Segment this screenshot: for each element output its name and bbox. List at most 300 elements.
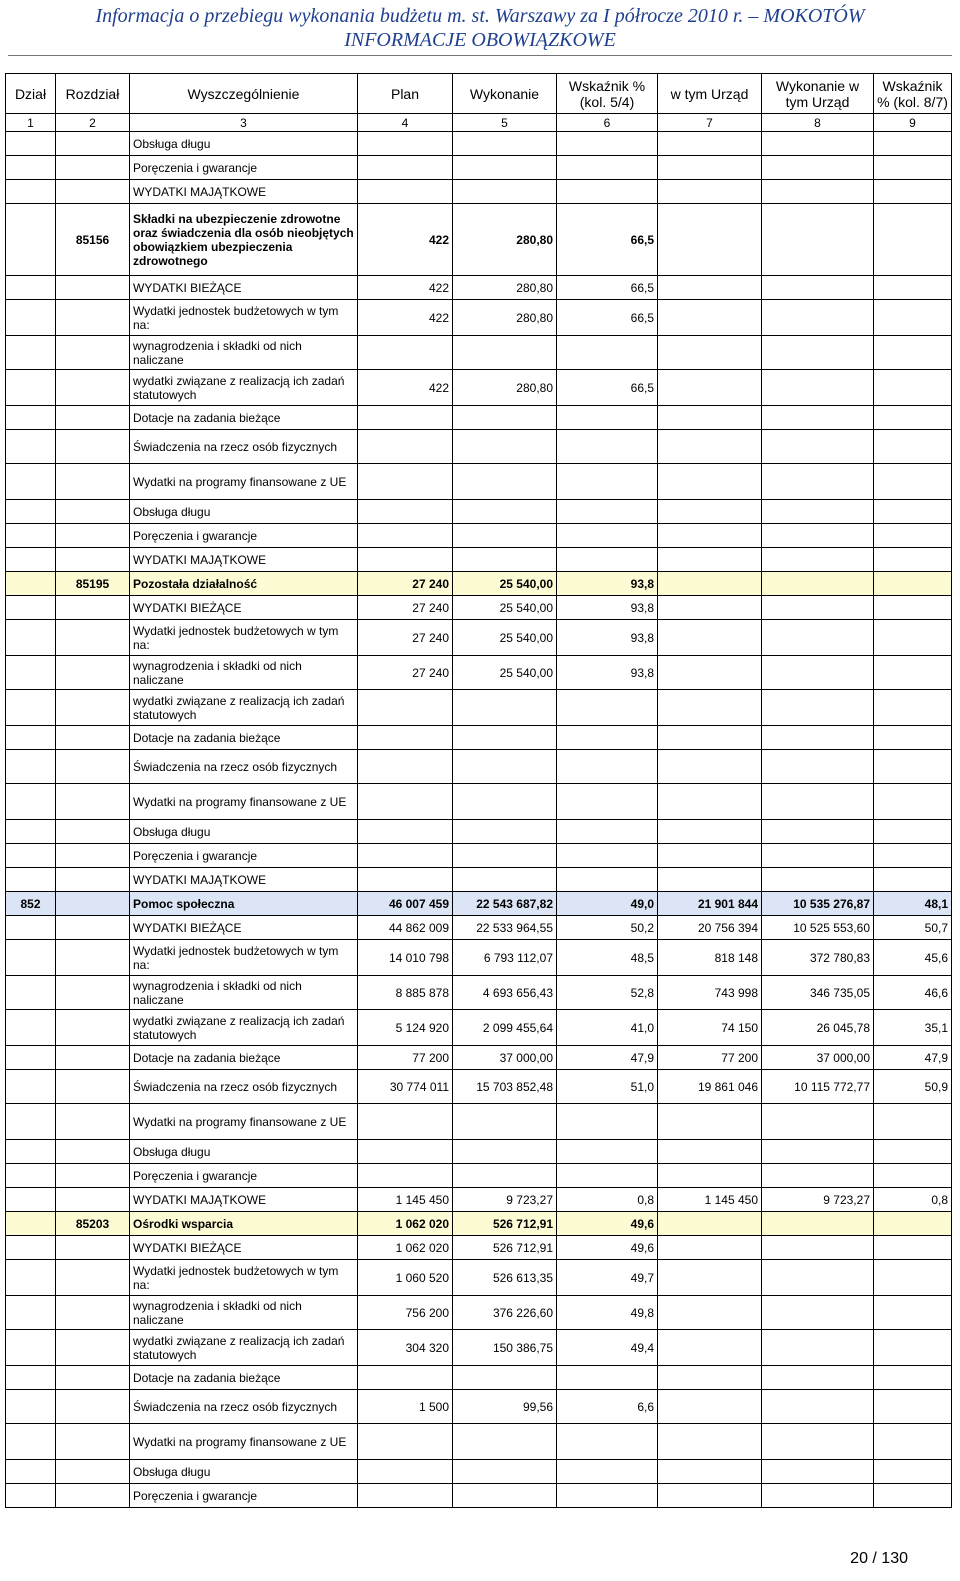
wskaznik-cell: 66,5	[557, 204, 658, 276]
description-cell: wydatki związane z realizacją ich zadań statutowych	[130, 1010, 358, 1046]
rozdzial-cell	[56, 1296, 130, 1330]
budget-table	[5, 73, 952, 1508]
urzad-plan-cell: 743 998	[658, 976, 762, 1010]
plan-cell: 27 240	[358, 596, 453, 620]
urzad-wskaznik-cell	[874, 1260, 952, 1296]
urzad-plan-cell	[658, 750, 762, 784]
wykonanie-cell: 15 703 852,48	[453, 1070, 557, 1104]
description-cell: Obsługa długu	[130, 1140, 358, 1164]
wskaznik-cell: 50,2	[557, 916, 658, 940]
table-row	[6, 1236, 952, 1260]
urzad-plan-cell	[658, 300, 762, 336]
table-row	[6, 656, 952, 690]
urzad-wskaznik-cell	[874, 596, 952, 620]
page-number: 20 / 130	[850, 1550, 908, 1567]
dzial-cell	[6, 156, 56, 180]
plan-cell	[358, 524, 453, 548]
column-header: Wykonanie	[453, 74, 557, 114]
urzad-wykonanie-cell	[762, 1212, 874, 1236]
urzad-wykonanie-cell	[762, 1164, 874, 1188]
wskaznik-cell: 51,0	[557, 1070, 658, 1104]
wykonanie-cell	[453, 132, 557, 156]
wskaznik-cell: 93,8	[557, 656, 658, 690]
description-cell: wynagrodzenia i składki od nich naliczane	[130, 976, 358, 1010]
plan-cell: 27 240	[358, 656, 453, 690]
dzial-cell	[6, 572, 56, 596]
wskaznik-cell	[557, 1164, 658, 1188]
description-cell: Wydatki na programy finansowane z UE	[130, 464, 358, 500]
description-cell: Ośrodki wsparcia	[130, 1212, 358, 1236]
description-cell: WYDATKI MAJĄTKOWE	[130, 548, 358, 572]
description-cell: Poręczenia i gwarancje	[130, 156, 358, 180]
plan-cell: 77 200	[358, 1046, 453, 1070]
urzad-wykonanie-cell	[762, 1260, 874, 1296]
description-cell: wydatki związane z realizacją ich zadań statutowych	[130, 370, 358, 406]
urzad-plan-cell: 74 150	[658, 1010, 762, 1046]
urzad-wykonanie-cell	[762, 1424, 874, 1460]
table-row	[6, 726, 952, 750]
plan-cell: 27 240	[358, 572, 453, 596]
urzad-wskaznik-cell	[874, 336, 952, 370]
column-number: 1	[6, 114, 56, 132]
urzad-wskaznik-cell	[874, 464, 952, 500]
urzad-plan-cell	[658, 1484, 762, 1508]
urzad-plan-cell: 21 901 844	[658, 892, 762, 916]
urzad-wskaznik-cell	[874, 370, 952, 406]
plan-cell: 422	[358, 276, 453, 300]
urzad-wykonanie-cell	[762, 336, 874, 370]
urzad-wskaznik-cell	[874, 1390, 952, 1424]
table-row	[6, 784, 952, 820]
plan-cell	[358, 1484, 453, 1508]
description-cell: WYDATKI MAJĄTKOWE	[130, 180, 358, 204]
rozdzial-cell	[56, 1484, 130, 1508]
wskaznik-cell	[557, 336, 658, 370]
description-cell: wynagrodzenia i składki od nich naliczane	[130, 656, 358, 690]
dzial-cell	[6, 276, 56, 300]
urzad-wykonanie-cell	[762, 1330, 874, 1366]
table-row	[6, 406, 952, 430]
wskaznik-cell: 52,8	[557, 976, 658, 1010]
wskaznik-cell	[557, 1366, 658, 1390]
description-cell: Składki na ubezpieczenie zdrowotne oraz świadczenia dla osób nieobjętych obowiązkiem ubezpieczenia zdrowotnego	[130, 204, 358, 276]
urzad-wykonanie-cell	[762, 750, 874, 784]
table-row	[6, 572, 952, 596]
urzad-wskaznik-cell: 45,6	[874, 940, 952, 976]
urzad-wskaznik-cell: 48,1	[874, 892, 952, 916]
plan-cell	[358, 1460, 453, 1484]
urzad-plan-cell	[658, 276, 762, 300]
rozdzial-cell	[56, 750, 130, 784]
urzad-wskaznik-cell	[874, 1296, 952, 1330]
rozdzial-cell	[56, 620, 130, 656]
urzad-plan-cell	[658, 690, 762, 726]
dzial-cell	[6, 1010, 56, 1046]
wskaznik-cell	[557, 1104, 658, 1140]
plan-cell	[358, 1104, 453, 1140]
wskaznik-cell: 49,6	[557, 1236, 658, 1260]
urzad-plan-cell	[658, 844, 762, 868]
description-cell: Dotacje na zadania bieżące	[130, 406, 358, 430]
wykonanie-cell	[453, 524, 557, 548]
plan-cell	[358, 844, 453, 868]
wskaznik-cell	[557, 156, 658, 180]
rozdzial-cell	[56, 180, 130, 204]
urzad-wskaznik-cell: 46,6	[874, 976, 952, 1010]
table-row	[6, 1070, 952, 1104]
urzad-plan-cell	[658, 156, 762, 180]
rozdzial-cell	[56, 1164, 130, 1188]
rozdzial-cell	[56, 1366, 130, 1390]
urzad-wykonanie-cell	[762, 726, 874, 750]
urzad-wskaznik-cell	[874, 132, 952, 156]
wykonanie-cell: 25 540,00	[453, 620, 557, 656]
description-cell: Poręczenia i gwarancje	[130, 1484, 358, 1508]
urzad-wskaznik-cell	[874, 1484, 952, 1508]
wskaznik-cell	[557, 1140, 658, 1164]
wykonanie-cell	[453, 430, 557, 464]
dzial-cell	[6, 336, 56, 370]
dzial-cell	[6, 1296, 56, 1330]
wykonanie-cell	[453, 844, 557, 868]
urzad-plan-cell	[658, 868, 762, 892]
rozdzial-cell	[56, 430, 130, 464]
urzad-wykonanie-cell: 10 525 553,60	[762, 916, 874, 940]
urzad-plan-cell	[658, 336, 762, 370]
description-cell: Poręczenia i gwarancje	[130, 524, 358, 548]
column-header-row	[6, 74, 952, 114]
dzial-cell	[6, 820, 56, 844]
rozdzial-cell	[56, 940, 130, 976]
urzad-wskaznik-cell	[874, 524, 952, 548]
description-cell: Obsługa długu	[130, 132, 358, 156]
table-row	[6, 1330, 952, 1366]
urzad-wskaznik-cell	[874, 500, 952, 524]
wskaznik-cell	[557, 820, 658, 844]
wskaznik-cell	[557, 844, 658, 868]
urzad-wykonanie-cell	[762, 1366, 874, 1390]
urzad-plan-cell: 818 148	[658, 940, 762, 976]
urzad-wskaznik-cell	[874, 844, 952, 868]
rozdzial-cell	[56, 1070, 130, 1104]
wykonanie-cell	[453, 868, 557, 892]
description-cell: Wydatki na programy finansowane z UE	[130, 1424, 358, 1460]
urzad-wskaznik-cell: 47,9	[874, 1046, 952, 1070]
urzad-wskaznik-cell	[874, 548, 952, 572]
urzad-plan-cell	[658, 430, 762, 464]
urzad-wskaznik-cell	[874, 1460, 952, 1484]
urzad-plan-cell	[658, 1424, 762, 1460]
plan-cell	[358, 548, 453, 572]
description-cell: Dotacje na zadania bieżące	[130, 726, 358, 750]
urzad-wykonanie-cell: 9 723,27	[762, 1188, 874, 1212]
description-cell: WYDATKI BIEŻĄCE	[130, 916, 358, 940]
column-number: 5	[453, 114, 557, 132]
rozdzial-cell	[56, 548, 130, 572]
dzial-cell	[6, 1164, 56, 1188]
column-number: 4	[358, 114, 453, 132]
urzad-plan-cell	[658, 464, 762, 500]
dzial-cell	[6, 1424, 56, 1460]
table-row	[6, 500, 952, 524]
table-row	[6, 180, 952, 204]
description-cell: Wydatki jednostek budżetowych w tym na:	[130, 940, 358, 976]
urzad-wskaznik-cell	[874, 430, 952, 464]
dzial-cell	[6, 1460, 56, 1484]
wskaznik-cell	[557, 430, 658, 464]
urzad-plan-cell	[658, 656, 762, 690]
wykonanie-cell: 280,80	[453, 276, 557, 300]
urzad-wskaznik-cell	[874, 726, 952, 750]
rozdzial-cell	[56, 1390, 130, 1424]
description-cell: WYDATKI BIEŻĄCE	[130, 1236, 358, 1260]
wskaznik-cell: 66,5	[557, 276, 658, 300]
wykonanie-cell: 37 000,00	[453, 1046, 557, 1070]
description-cell: WYDATKI MAJĄTKOWE	[130, 868, 358, 892]
wykonanie-cell	[453, 548, 557, 572]
header-divider	[8, 55, 952, 56]
wykonanie-cell: 526 712,91	[453, 1212, 557, 1236]
wskaznik-cell: 47,9	[557, 1046, 658, 1070]
description-cell: Obsługa długu	[130, 1460, 358, 1484]
table-row	[6, 1010, 952, 1046]
wykonanie-cell	[453, 156, 557, 180]
wykonanie-cell	[453, 784, 557, 820]
wskaznik-cell	[557, 464, 658, 500]
urzad-wykonanie-cell	[762, 690, 874, 726]
urzad-wykonanie-cell	[762, 464, 874, 500]
dzial-cell	[6, 916, 56, 940]
dzial-cell: 852	[6, 892, 56, 916]
urzad-wykonanie-cell: 372 780,83	[762, 940, 874, 976]
urzad-plan-cell	[658, 620, 762, 656]
dzial-cell	[6, 656, 56, 690]
plan-cell	[358, 406, 453, 430]
wykonanie-cell: 22 543 687,82	[453, 892, 557, 916]
urzad-plan-cell	[658, 572, 762, 596]
plan-cell: 756 200	[358, 1296, 453, 1330]
table-row	[6, 750, 952, 784]
rozdzial-cell	[56, 464, 130, 500]
rozdzial-cell	[56, 1330, 130, 1366]
urzad-wykonanie-cell	[762, 1390, 874, 1424]
rozdzial-cell	[56, 1460, 130, 1484]
dzial-cell	[6, 1484, 56, 1508]
table-row	[6, 132, 952, 156]
rozdzial-cell	[56, 868, 130, 892]
column-number-row	[6, 114, 952, 132]
description-cell: Świadczenia na rzecz osób fizycznych	[130, 750, 358, 784]
dzial-cell	[6, 370, 56, 406]
dzial-cell	[6, 844, 56, 868]
urzad-wykonanie-cell	[762, 596, 874, 620]
wskaznik-cell	[557, 132, 658, 156]
urzad-plan-cell	[658, 1212, 762, 1236]
dzial-cell	[6, 1366, 56, 1390]
wskaznik-cell	[557, 726, 658, 750]
wykonanie-cell: 22 533 964,55	[453, 916, 557, 940]
table-row	[6, 1164, 952, 1188]
description-cell: Świadczenia na rzecz osób fizycznych	[130, 430, 358, 464]
wykonanie-cell	[453, 1366, 557, 1390]
wskaznik-cell: 66,5	[557, 300, 658, 336]
column-number: 8	[762, 114, 874, 132]
table-body	[6, 132, 952, 1508]
rozdzial-cell	[56, 276, 130, 300]
urzad-plan-cell	[658, 1164, 762, 1188]
dzial-cell	[6, 524, 56, 548]
urzad-wskaznik-cell	[874, 572, 952, 596]
table-row	[6, 1484, 952, 1508]
dzial-cell	[6, 1236, 56, 1260]
rozdzial-cell	[56, 656, 130, 690]
plan-cell	[358, 784, 453, 820]
urzad-plan-cell: 77 200	[658, 1046, 762, 1070]
dzial-cell	[6, 940, 56, 976]
dzial-cell	[6, 464, 56, 500]
wskaznik-cell	[557, 750, 658, 784]
plan-cell: 27 240	[358, 620, 453, 656]
dzial-cell	[6, 1212, 56, 1236]
wskaznik-cell: 93,8	[557, 620, 658, 656]
urzad-wykonanie-cell	[762, 1484, 874, 1508]
urzad-wykonanie-cell	[762, 180, 874, 204]
wskaznik-cell	[557, 784, 658, 820]
table-row	[6, 548, 952, 572]
urzad-wykonanie-cell	[762, 204, 874, 276]
wykonanie-cell	[453, 690, 557, 726]
urzad-wskaznik-cell	[874, 1424, 952, 1460]
wykonanie-cell	[453, 1460, 557, 1484]
table-row	[6, 276, 952, 300]
wskaznik-cell: 49,7	[557, 1260, 658, 1296]
rozdzial-cell	[56, 892, 130, 916]
description-cell: Wydatki jednostek budżetowych w tym na:	[130, 620, 358, 656]
plan-cell	[358, 156, 453, 180]
dzial-cell	[6, 1070, 56, 1104]
plan-cell: 44 862 009	[358, 916, 453, 940]
wykonanie-cell	[453, 1424, 557, 1460]
urzad-wskaznik-cell	[874, 1236, 952, 1260]
plan-cell	[358, 1140, 453, 1164]
table-row	[6, 596, 952, 620]
rozdzial-cell	[56, 132, 130, 156]
table-row	[6, 370, 952, 406]
plan-cell: 1 062 020	[358, 1212, 453, 1236]
urzad-plan-cell	[658, 524, 762, 548]
urzad-wskaznik-cell	[874, 156, 952, 180]
urzad-plan-cell	[658, 1140, 762, 1164]
plan-cell: 1 145 450	[358, 1188, 453, 1212]
wskaznik-cell: 49,6	[557, 1212, 658, 1236]
plan-cell	[358, 1424, 453, 1460]
description-cell: Wydatki jednostek budżetowych w tym na:	[130, 300, 358, 336]
description-cell: WYDATKI BIEŻĄCE	[130, 276, 358, 300]
urzad-wykonanie-cell	[762, 156, 874, 180]
urzad-wykonanie-cell: 10 535 276,87	[762, 892, 874, 916]
urzad-plan-cell: 19 861 046	[658, 1070, 762, 1104]
wykonanie-cell	[453, 820, 557, 844]
plan-cell	[358, 820, 453, 844]
urzad-plan-cell	[658, 1330, 762, 1366]
dzial-cell	[6, 596, 56, 620]
plan-cell: 422	[358, 204, 453, 276]
wykonanie-cell: 25 540,00	[453, 656, 557, 690]
urzad-wykonanie-cell	[762, 784, 874, 820]
urzad-wykonanie-cell	[762, 500, 874, 524]
plan-cell: 304 320	[358, 1330, 453, 1366]
rozdzial-cell	[56, 1260, 130, 1296]
wskaznik-cell	[557, 1424, 658, 1460]
wykonanie-cell: 526 712,91	[453, 1236, 557, 1260]
urzad-plan-cell	[658, 1260, 762, 1296]
wykonanie-cell: 99,56	[453, 1390, 557, 1424]
wykonanie-cell: 9 723,27	[453, 1188, 557, 1212]
rozdzial-cell	[56, 524, 130, 548]
wskaznik-cell	[557, 500, 658, 524]
wykonanie-cell	[453, 1164, 557, 1188]
dzial-cell	[6, 750, 56, 784]
urzad-plan-cell	[658, 548, 762, 572]
urzad-wskaznik-cell: 50,9	[874, 1070, 952, 1104]
urzad-wykonanie-cell	[762, 524, 874, 548]
column-header: Wyszczególnienie	[130, 74, 358, 114]
table-row	[6, 464, 952, 500]
table-row	[6, 1296, 952, 1330]
wykonanie-cell	[453, 1140, 557, 1164]
plan-cell: 1 060 520	[358, 1260, 453, 1296]
wykonanie-cell: 6 793 112,07	[453, 940, 557, 976]
plan-cell	[358, 180, 453, 204]
document-header-title: Informacja o przebiegu wykonania budżetu m. st. Warszawy za I półrocze 2010 r. – MOKOTÓW	[95, 5, 865, 27]
wskaznik-cell: 6,6	[557, 1390, 658, 1424]
urzad-wskaznik-cell	[874, 1164, 952, 1188]
table-row	[6, 156, 952, 180]
dzial-cell	[6, 430, 56, 464]
table-row	[6, 844, 952, 868]
dzial-cell	[6, 976, 56, 1010]
description-cell: WYDATKI BIEŻĄCE	[130, 596, 358, 620]
wykonanie-cell	[453, 1484, 557, 1508]
plan-cell	[358, 750, 453, 784]
wykonanie-cell	[453, 464, 557, 500]
column-header: Dział	[6, 74, 56, 114]
description-cell: Wydatki na programy finansowane z UE	[130, 784, 358, 820]
description-cell: Dotacje na zadania bieżące	[130, 1046, 358, 1070]
wykonanie-cell	[453, 750, 557, 784]
description-cell: WYDATKI MAJĄTKOWE	[130, 1188, 358, 1212]
rozdzial-cell	[56, 300, 130, 336]
wskaznik-cell	[557, 1484, 658, 1508]
dzial-cell	[6, 1260, 56, 1296]
column-number: 3	[130, 114, 358, 132]
column-number: 7	[658, 114, 762, 132]
urzad-wykonanie-cell	[762, 620, 874, 656]
plan-cell	[358, 690, 453, 726]
document-header-subtitle: INFORMACJE OBOWIĄZKOWE	[344, 29, 616, 51]
rozdzial-cell	[56, 726, 130, 750]
wykonanie-cell	[453, 500, 557, 524]
table-row	[6, 620, 952, 656]
table-row	[6, 1046, 952, 1070]
plan-cell: 1 062 020	[358, 1236, 453, 1260]
table-row	[6, 430, 952, 464]
description-cell: wydatki związane z realizacją ich zadań statutowych	[130, 690, 358, 726]
wskaznik-cell: 49,4	[557, 1330, 658, 1366]
urzad-plan-cell	[658, 1366, 762, 1390]
urzad-plan-cell	[658, 726, 762, 750]
urzad-wykonanie-cell: 346 735,05	[762, 976, 874, 1010]
